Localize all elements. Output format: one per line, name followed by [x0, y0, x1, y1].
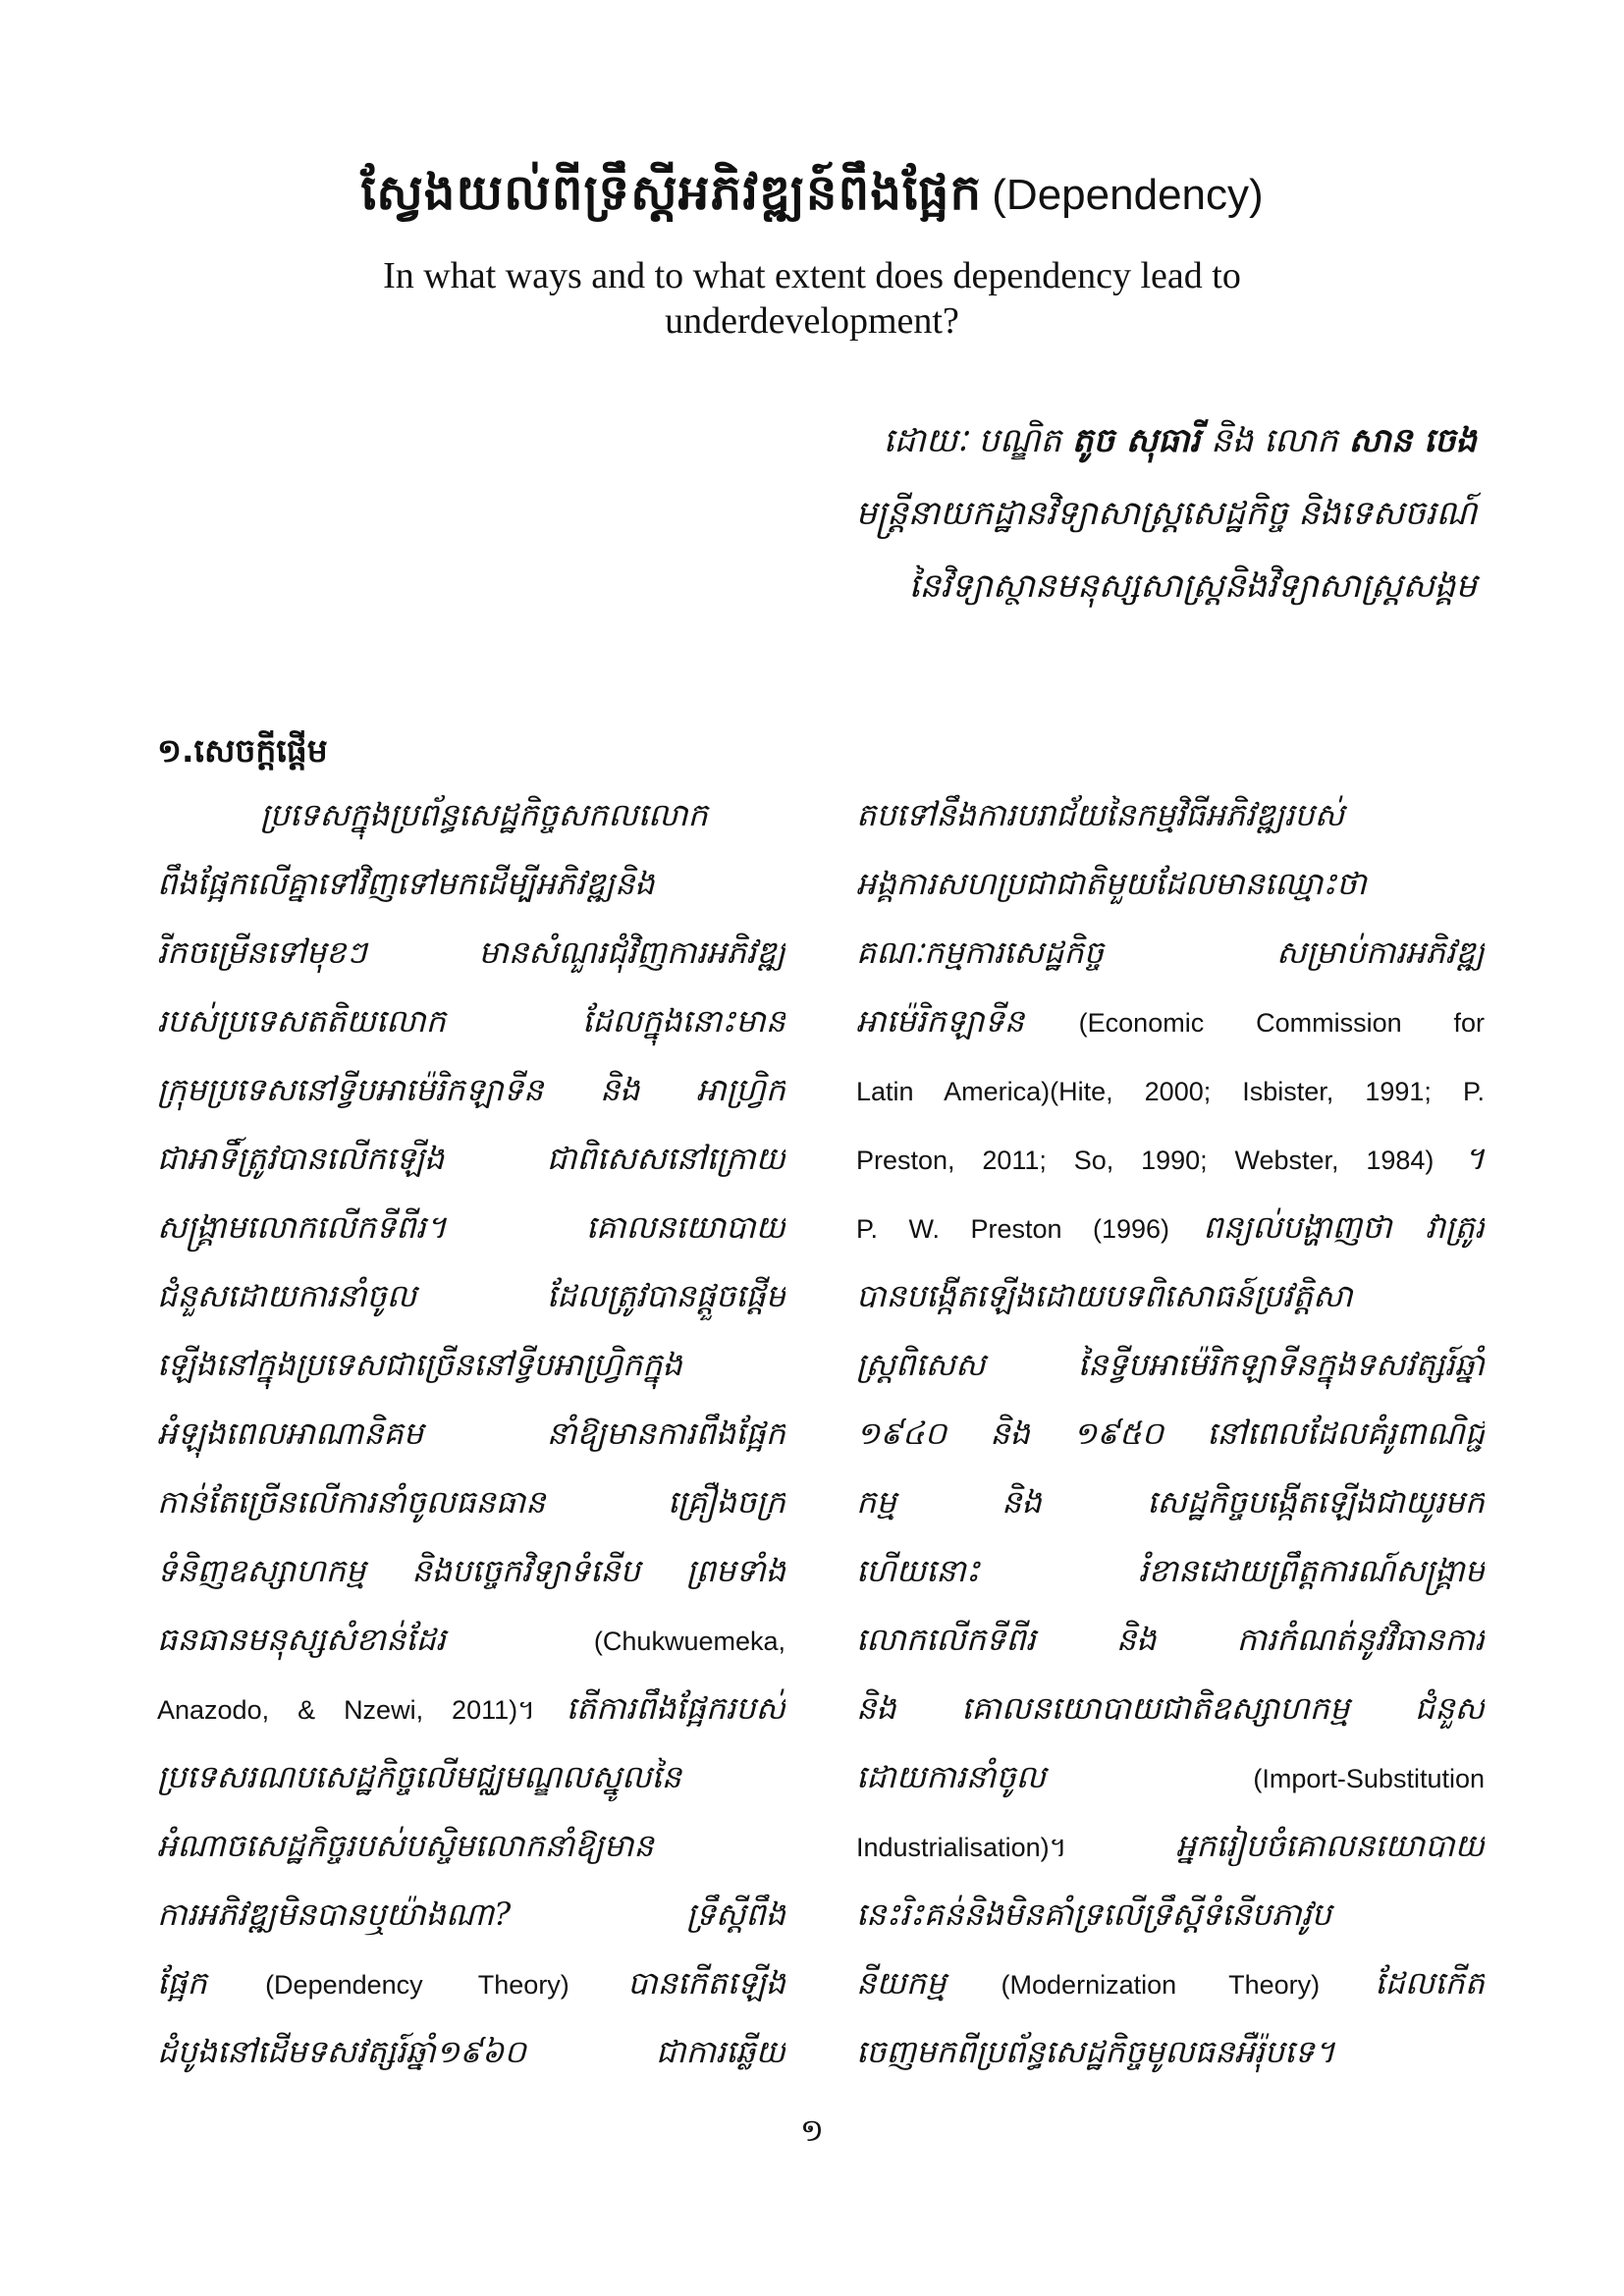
text-line: សង្គ្រាមលោកលើកទីពីរ។ គោលនយោបាយ: [157, 1208, 785, 1246]
text-line: គណៈកម្មការសេដ្ឋកិច្ច សម្រាប់ការអភិវឌ្ឍ: [856, 934, 1485, 971]
author-names: [397, 404, 1477, 477]
citation: Anazodo, & Nzewi, 2011)។: [157, 1695, 535, 1725]
text-line: ប្រទេសក្នុងប្រព័ន្ធសេដ្ឋកិច្ចសកលលោក: [260, 796, 708, 833]
left-column: [157, 721, 785, 2086]
author-institute: នៃវិទ្យាស្ថានមនុស្សសាស្ត្រនិងវិទ្យាសាស្ត្រសង្គម: [908, 566, 1477, 606]
text-segment: ដោយការនាំចូល: [856, 1758, 1046, 1795]
text-segment: នីយកម្ម: [856, 1964, 947, 2002]
right-column: [856, 721, 1485, 2086]
english-term: (Import-Substitution: [1253, 1764, 1485, 1793]
text-line: [856, 1124, 1485, 1193]
text-line: ជំនួសដោយការនាំចូល ដែលត្រូវបានផ្តួចផ្តើម: [157, 1277, 785, 1314]
citation: P. W. Preston (1996): [856, 1214, 1170, 1244]
text-line: តបទៅនឹងការបរាជ័យនៃកម្មវិធីអភិវឌ្ឍរបស់: [856, 796, 1345, 833]
text-line: [856, 1055, 1485, 1124]
text-line: អំឡុងពេលអាណានិគម នាំឱ្យមានការពឹងផ្អែក: [157, 1415, 785, 1452]
byline-connector: និង លោក: [1211, 421, 1338, 460]
english-term: (Modernization Theory): [1001, 1970, 1321, 2000]
text-line: ទំនិញឧស្សាហកម្ម និងបច្ចេកវិទ្យាទំនើប ព្រមទាំង: [157, 1552, 785, 1589]
text-segment: បានកើតឡើង: [627, 1964, 785, 2002]
text-line: ដំបូងនៅដើមទសវត្សរ៍ឆ្នាំ១៩៦០ ជាការឆ្លើយ: [157, 2033, 785, 2070]
text-line: អំណាចសេដ្ឋកិច្ចរបស់បស្ចិមលោកនាំឱ្យមាន: [157, 1827, 654, 1864]
text-line: និង គោលនយោបាយជាតិឧស្សាហកម្ម ជំនួស: [856, 1689, 1485, 1727]
text-line: ចេញមកពីប្រព័ន្ធសេដ្ឋកិច្ចមូលធនអឺរ៉ុបទេ។: [856, 2033, 1335, 2070]
text-line: [157, 1605, 785, 1674]
text-line: ក្រុមប្រទេសនៅទ្វីបអាម៉េរិកឡាទីន និង អាហ្វ្រិក: [157, 1071, 785, 1108]
author-byline: [397, 404, 1477, 622]
text-line: [157, 1949, 785, 2017]
text-line: [856, 1949, 1485, 2017]
title-khmer: ស្វែងយល់ពីទ្រឹស្តីអភិវឌ្ឍន៍ពឹងផ្អែក: [360, 164, 983, 221]
subtitle-line: underdevelopment?: [665, 300, 959, 342]
english-term: Industrialisation)។: [856, 1833, 1067, 1862]
text-line: រីកចម្រើនទៅមុខៗ មានសំណួរជុំវិញការអភិវឌ្ឍ: [157, 934, 785, 971]
text-line: កាន់តែច្រើនលើការនាំចូលធនធាន គ្រឿងចក្រ: [157, 1483, 785, 1521]
column-spacer: [856, 721, 1485, 780]
english-term: (Economic Commission for: [1078, 1008, 1485, 1038]
citation: Preston, 2011; So, 1990; Webster, 1984): [856, 1146, 1435, 1175]
text-line: លោកលើកទីពីរ និង ការកំណត់នូវវិធានការ: [856, 1621, 1485, 1658]
citation: Latin America)(Hite, 2000; Isbister, 1991; P.: [856, 1077, 1485, 1106]
byline-prefix: ដោយៈ បណ្ឌិត: [883, 421, 1061, 460]
title-english: (Dependency): [992, 171, 1264, 219]
text-line: ១៩៤០ និង ១៩៥០ នៅពេលដែលគំរូពាណិជ្ជ: [856, 1415, 1485, 1452]
text-line: កម្ម និង សេដ្ឋកិច្ចបង្កើតឡើងជាយូរមក: [856, 1483, 1485, 1521]
subtitle: [196, 253, 1428, 344]
text-line: ពឹងផ្អែកលើគ្នាទៅវិញទៅមកដើម្បីអភិវឌ្ឍនិង: [157, 865, 655, 902]
text-line: ការអភិវឌ្ឍមិនបានឬយ៉ាងណា? ទ្រឹស្តីពឹង: [157, 1896, 785, 1933]
text-line: ឡើងនៅក្នុងប្រទេសជាច្រើននៅទ្វីបអាហ្វ្រិកក្នុង: [157, 1346, 682, 1383]
text-line: នេះរិះគន់និងមិនគាំទ្រលើទ្រឹស្តីទំនើបភាវូប: [856, 1896, 1331, 1933]
text-line: អង្គការសហប្រជាជាតិមួយដែលមានឈ្មោះថា: [856, 865, 1367, 902]
text-segment: ។: [1463, 1140, 1485, 1177]
text-segment: តើការពឹងផ្អែករបស់: [566, 1689, 785, 1727]
page-title: [0, 162, 1624, 234]
text-line: [856, 987, 1485, 1055]
text-segment: ផ្អែក: [157, 1964, 207, 2002]
subtitle-line: In what ways and to what extent does dependency lead to: [383, 255, 1241, 296]
text-line: ហើយនោះ រំខានដោយព្រឹត្តការណ៍សង្គ្រាម: [856, 1552, 1485, 1589]
text-line: ជាអាទិ៍ត្រូវបានលើកឡើង ជាពិសេសនៅក្រោយ: [157, 1140, 785, 1177]
text-line: [157, 1674, 785, 1742]
text-segment: អាម៉េរិកឡាទីន: [856, 1002, 1025, 1040]
text-segment: អ្នករៀបចំគោលនយោបាយ: [1175, 1827, 1485, 1864]
text-line: [856, 1811, 1485, 1880]
section-heading: ១.សេចក្តីផ្តើម: [157, 731, 328, 770]
text-line: [856, 1193, 1485, 1261]
text-segment: ដែលកើត: [1375, 1964, 1485, 2002]
citation: (Chukwuemeka,: [593, 1627, 785, 1656]
english-term: (Dependency Theory): [265, 1970, 569, 2000]
author-role: មន្ត្រីនាយកដ្ឋានវិទ្យាសាស្ត្រសេដ្ឋកិច្ច និងទេសចរណ៍: [855, 494, 1477, 533]
text-line: ស្ត្រពិសេស នៃទ្វីបអាម៉េរិកឡាទីនក្នុងទសវត្សរ៍ឆ្នាំ: [856, 1346, 1485, 1383]
author-name: តូច សុធារី: [1071, 421, 1201, 460]
text-segment: ពន្យល់បង្ហាញថា វាត្រូវ: [1203, 1208, 1485, 1246]
text-line: [856, 1742, 1485, 1811]
text-line: របស់ប្រទេសតតិយលោក ដែលក្នុងនោះមាន: [157, 1002, 785, 1040]
text-segment: ធនធានមនុស្សសំខាន់ដែរ: [157, 1621, 446, 1658]
author-name: សាន ចេង: [1348, 421, 1477, 460]
page-number: ១: [799, 2111, 825, 2149]
text-line: បានបង្កើតឡើងដោយបទពិសោធន៍ប្រវត្តិសា: [856, 1277, 1353, 1314]
text-line: ប្រទេសរណបសេដ្ឋកិច្ចលើមជ្ឈមណ្ឌលស្នូលនៃ: [157, 1758, 681, 1795]
